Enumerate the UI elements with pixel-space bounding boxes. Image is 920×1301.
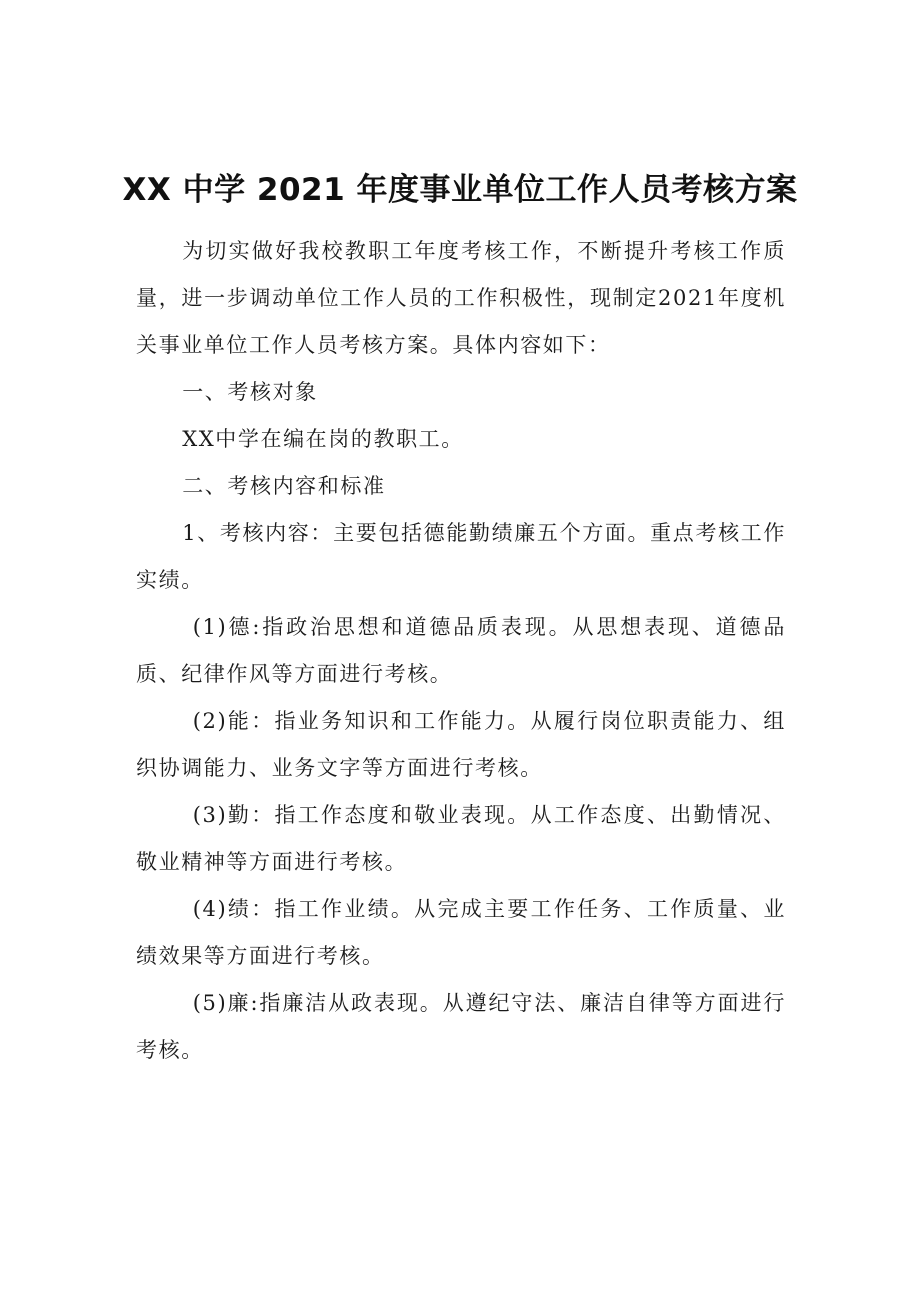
intro-paragraph: 为切实做好我校教职工年度考核工作，不断提升考核工作质量，进一步调动单位工作人员的工作积极性，现制定2021年度机关事业单位工作人员考核方案。具体内容如下： bbox=[136, 239, 786, 357]
section-heading-2: 二、考核内容和标准 bbox=[182, 474, 386, 498]
assessment-content-paragraph: 1、考核内容：主要包括德能勤绩廉五个方面。重点考核工作实绩。 bbox=[136, 521, 786, 592]
section-1-paragraph: XX中学在编在岗的教职工。 bbox=[182, 427, 464, 451]
item-qin-paragraph: (3)勤：指工作态度和敬业表现。从工作态度、出勤情况、敬业精神等方面进行考核。 bbox=[136, 803, 786, 874]
item-de-paragraph: (1)德:指政治思想和道德品质表现。从思想表现、道德品质、纪律作风等方面进行考核。 bbox=[136, 615, 786, 686]
item-neng-paragraph: (2)能：指业务知识和工作能力。从履行岗位职责能力、组织协调能力、业务文字等方面进行考核。 bbox=[136, 709, 786, 780]
document-body bbox=[136, 228, 786, 1074]
document-title: XX 中学 2021 年度事业单位工作人员考核方案 bbox=[122, 172, 798, 208]
section-heading-1: 一、考核对象 bbox=[182, 380, 318, 404]
item-ji-paragraph: (4)绩：指工作业绩。从完成主要工作任务、工作质量、业绩效果等方面进行考核。 bbox=[136, 897, 786, 968]
item-lian-paragraph: (5)廉:指廉洁从政表现。从遵纪守法、廉洁自律等方面进行考核。 bbox=[136, 991, 786, 1062]
